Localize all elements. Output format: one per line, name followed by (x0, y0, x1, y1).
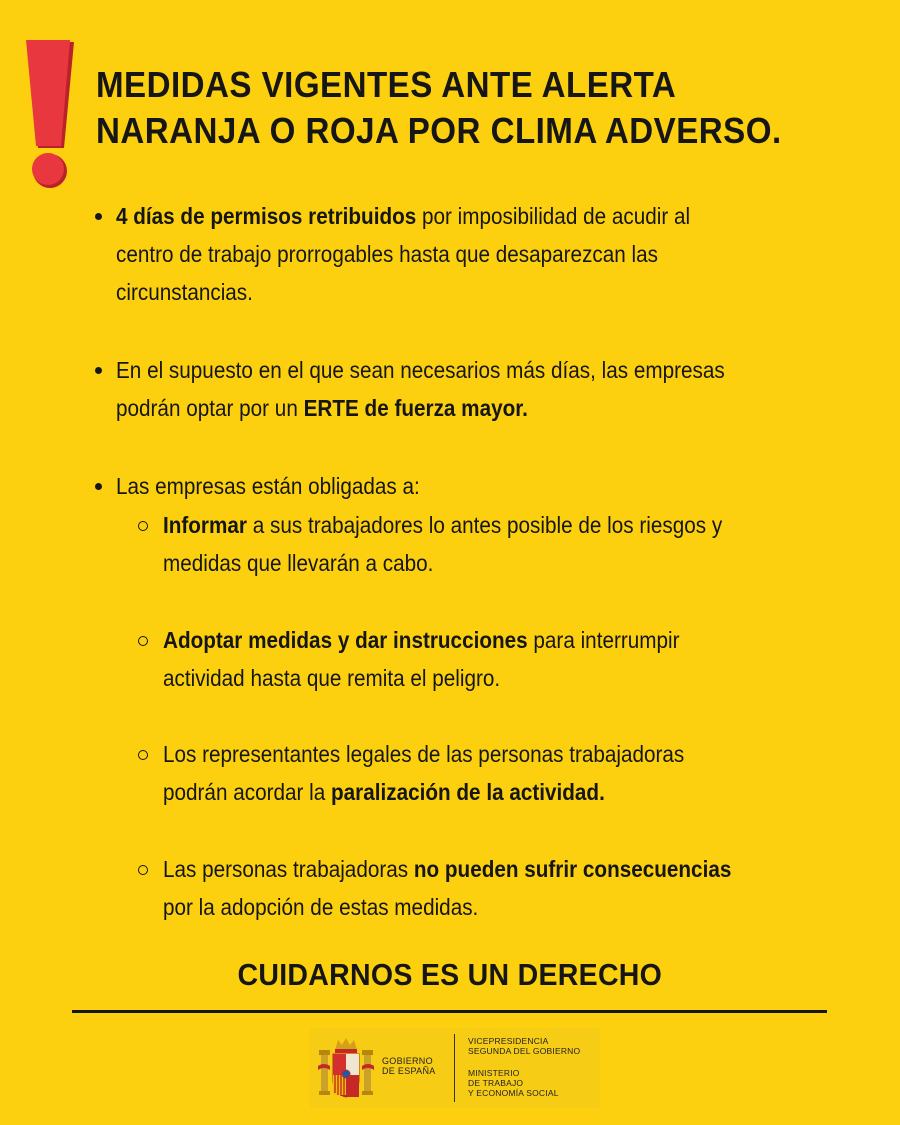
text: por la adopción de estas medidas. (163, 894, 479, 920)
text: MINISTERIO (468, 1068, 520, 1078)
text: a sus trabajadores lo antes posible de los riesgos y (246, 512, 723, 538)
divider (72, 1010, 827, 1013)
text: por imposibilidad de acudir al (416, 203, 691, 229)
text: Las empresas están obligadas a: (116, 473, 420, 499)
sub-bullet-circle (138, 636, 148, 646)
title-line-2: NARANJA O ROJA POR CLIMA ADVERSO. (96, 110, 782, 151)
list-item (116, 351, 725, 427)
text: podrán optar por un (116, 395, 304, 421)
page-title (96, 62, 823, 154)
sub-list-item (163, 735, 684, 811)
coat-of-arms-icon (318, 1036, 374, 1100)
list-item (116, 467, 420, 505)
text: En el supuesto en el que sean necesarios más días, las empresas (116, 357, 725, 383)
sub-bullet-circle (138, 750, 148, 760)
text: actividad hasta que remita el peligro. (163, 665, 501, 691)
text: GOBIERNO (382, 1056, 433, 1066)
bold-text: Adoptar medidas y dar instrucciones (163, 627, 528, 653)
text: Y ECONOMÍA SOCIAL (468, 1088, 559, 1098)
sub-list-item (163, 850, 731, 926)
bold-text: paralización de la actividad. (331, 779, 605, 805)
government-label (382, 1056, 436, 1076)
sub-list-item (163, 506, 722, 582)
bullet-dot (95, 483, 102, 490)
text: podrán acordar la (163, 779, 332, 805)
slogan (0, 955, 900, 995)
title-line-1: MEDIDAS VIGENTES ANTE ALERTA (96, 64, 677, 105)
government-footer (310, 1028, 600, 1108)
text: circunstancias. (116, 279, 253, 305)
bullet-dot (95, 213, 102, 220)
bold-text: no pueden sufrir consecuencias (413, 856, 732, 882)
list-item (116, 197, 690, 311)
text: centro de trabajo prorrogables hasta que desaparezcan las (116, 241, 659, 267)
text: Las personas trabajadoras (163, 856, 414, 882)
exclamation-icon (24, 40, 76, 190)
divider (454, 1034, 455, 1102)
sub-bullet-circle (138, 865, 148, 875)
text: medidas que llevarán a cabo. (163, 550, 434, 576)
sub-list-item (163, 621, 680, 697)
bold-text: 4 días de permisos retribuidos (116, 203, 417, 229)
text: SEGUNDA DEL GOBIERNO (468, 1046, 581, 1056)
bullet-dot (95, 367, 102, 374)
text: para interrumpir (527, 627, 680, 653)
bold-text: ERTE de fuerza mayor. (303, 395, 528, 421)
bold-text: Informar (163, 512, 247, 538)
sub-bullet-circle (138, 521, 148, 531)
text: DE ESPAÑA (382, 1066, 436, 1076)
slogan-text: CUIDARNOS ES UN DERECHO (237, 957, 663, 992)
text: DE TRABAJO (468, 1078, 524, 1088)
ministry-label (468, 1036, 580, 1098)
text: VICEPRESIDENCIA (468, 1036, 549, 1046)
text: Los representantes legales de las personas trabajadoras (163, 741, 685, 767)
